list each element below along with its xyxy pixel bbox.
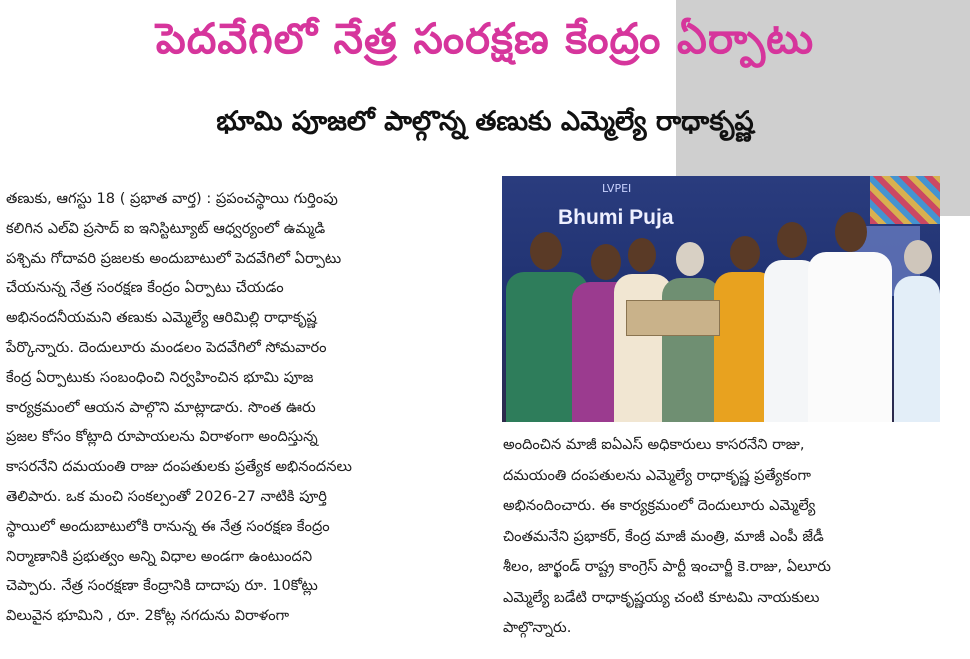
text-line: పేర్కొన్నారు. దెందులూరు మండలం పెదవేగిలో సోమవారం (6, 338, 327, 356)
text-line: స్థాయిలో అందుబాటులోకి రానున్న ఈ నేత్ర సంరక్షణ కేంద్రం (6, 517, 330, 535)
text-line: అభినందించారు. ఈ కార్యక్రమంలో దెందులూరు ఎమ్మెల్యే (503, 497, 816, 514)
text-line: విలువైన భూమిని , రూ. 2కోట్ల నగదును విరాళంగా (6, 607, 290, 625)
text-line: తెలిపారు. ఒక మంచి సంకల్పంతో 2026-27 నాటికి పూర్తి (6, 487, 327, 505)
subheadline: భూమి పూజలో పాల్గొన్న తణుకు ఎమ్మెల్యే రాధాకృష్ణ (216, 106, 754, 137)
text-line: ఎమ్మెల్యే బడేటి రాధాకృష్ణయ్య చంటి కూటమి నాయకులు (503, 588, 820, 606)
headline: పెదవేగిలో నేత్ర సంరక్షణ కేంద్రం ఏర్పాటు (155, 14, 815, 63)
text-line: ప్రజల కోసం కోట్లాది రూపాయలను విరాళంగా అందిస్తున్న (6, 428, 318, 446)
text-line: కాసరనేని దమయంతి రాజు దంపతులకు ప్రత్యేక అభినందనలు (6, 458, 352, 476)
text-line: చేయనున్న నేత్ర సంరక్షణ కేంద్రం ఏర్పాటు చేయడం (6, 279, 284, 297)
person (894, 240, 940, 422)
text-line: చింతమనేని ప్రభాకర్, కేంద్ర మాజీ మంత్రి, మాజీ ఎంపీ జేడీ (503, 527, 824, 545)
text-line: తణుకు, ఆగస్టు 18 ( ప్రభాత వార్త) : ప్రపంచస్థాయి గుర్తింపు (6, 190, 338, 207)
text-line: పాల్గొన్నారు. (503, 619, 572, 636)
text-line: చెప్పారు. నేత్ర సంరక్షణా కేంద్రానికి దాదాపు రూ. 10కోట్లు (6, 577, 318, 595)
text-line: కేంద్ర ఏర్పాటుకు సంబంధించి నిర్వహించిన భూమి పూజ (6, 368, 314, 386)
article-left-column (6, 184, 496, 631)
text-line: కార్యక్రమంలో ఆయన పాల్గొని మాట్లాడారు. సొంత ఊరు (6, 398, 316, 416)
photo-banner-text: Bhumi Puja (558, 206, 674, 229)
text-line: శీలం, జార్ఖండ్ రాష్ట్ర కాంగ్రెస్ పార్టీ ఇంచార్జీ కె.రాజు, ఏలూరు (503, 558, 831, 575)
article-right-column (503, 430, 963, 644)
text-line: అభినందనీయమని తణుకు ఎమ్మెల్యే ఆరిమిల్లి రాధాకృష్ణ (6, 309, 317, 327)
text-line: పశ్చిమ గోదావరి ప్రజలకు అందుబాటులో పెదవేగిలో ఏర్పాటు (6, 249, 342, 267)
photo-banner-logo: LVPEI (602, 182, 632, 195)
text-line: కలిగిన ఎల్‌వి ప్రసాద్ ఐ ఇనిస్టిట్యూట్ ఆధ్వర్యంలో ఉమ్మడి (6, 219, 326, 237)
text-line: నిర్మాణానికి ప్రభుత్వం అన్ని విధాల అండగా ఉంటుందని (6, 547, 313, 565)
person (808, 212, 892, 422)
gift-box (626, 300, 720, 336)
event-photo (502, 176, 940, 422)
text-line: దమయంతి దంపతులను ఎమ్మెల్యే రాధాకృష్ణ ప్రత్యేకంగా (503, 466, 811, 484)
text-line: అందించిన మాజీ ఐఏఎస్ అధికారులు కాసరనేని రాజు, (503, 436, 805, 453)
